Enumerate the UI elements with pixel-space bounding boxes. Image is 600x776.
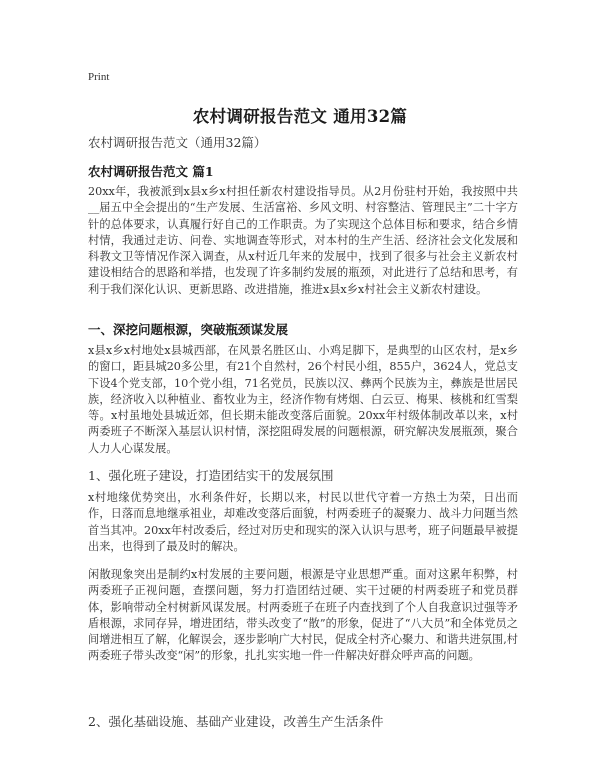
print-label[interactable]: Print (88, 71, 110, 83)
subheading-two: 2、强化基础设施、基础产业建设，改善生产生活条件 (88, 714, 384, 729)
heading-one: 一、深挖问题根源，突破瓶颈谋发展 (88, 322, 289, 337)
paragraph-problems: 闲散现象突出是制约x村发展的主要问题，根源是守业思想严重。面对这累年积弊，村两委班子正视问题，查摆问题，努力打造团结过硬、实干过硬的村两委班子和党员群体，影响带动全村树新风谋发展。村两委班子在班子内查找到了个人自我意识过强等矛盾根源，求同存异，增进团结，带头改变了“散”的形象，促进了“八大员”和全体党员之间增进相互了解，化解误会，逐步影响广大村民，促成全村齐心聚力、和谐共进氛围,村两委班子带头改变“闲”的形象，扎扎实实地一件一件解决好群众呼声高的问题。 (88, 568, 518, 663)
paragraph-village-overview: x县x乡x村地处x县城西部，在风景名胜区山、小鸡足脚下，是典型的山区农村，是x乡的窗口，距县城20多公里，有21个自然村，26个村民小组，855户，3624人，党总支下设4个党支部，10个党小组，71名党员，民族以汉、彝两个民族为主，彝族是世居民族，经济收入以种植业、畜牧业为主，经济作物有烤烟、白云豆、梅果、核桃和红雪梨等。x村虽地处县城近郊，但长期未能改变落后面貌。20xx年村级体制改革以来，x村两委班子不断深入基层认识村情，深挖阻碍发展的问题根源，研究解决发展瓶颈，聚合人力人心谋发展。 (88, 344, 518, 455)
section-title: 农村调研报告范文 篇1 (88, 164, 214, 179)
document-title: 农村调研报告范文 通用32篇 (192, 107, 408, 126)
subheading-one: 1、强化班子建设，打造团结实干的发展氛围 (88, 468, 334, 483)
paragraph-intro: 20xx年，我被派到x县x乡x村担任新农村建设指导员。从2月份驻村开始，我按照中共__届五中全会提出的“生产发展、生活富裕、乡风文明、村容整洁、管理民主”二十字方针的总体要求，认真履行好自己的工作职责。为了实现这个总体目标和要求，结合乡情村情，我通过走访、问卷、实地调查等形式，对本村的生产生活、经济社会文化发展和科教文卫等情况作深入调查，从x村近几年来的发展中，找到了很多与社会主义新农村建设相结合的思路和举措，也发现了许多制约发展的瓶颈，对此进行了总结和思考，有利于我们深化认识、更新思路、改进措施，推进x县x乡x村社会主义新农村建设。 (88, 185, 518, 296)
paragraph-location: x村地缘优势突出，水利条件好，长期以来，村民以世代守着一方热土为荣，日出而作，日落而息地继承祖业，却难改变落后面貌，村两委班子的凝聚力、战斗力问题当然首当其冲。20xx年村改委后，经过对历史和现实的深入认识与思考，班子问题最早被提出来，也得到了最及时的解决。 (88, 491, 518, 553)
document-subtitle: 农村调研报告范文（通用32篇） (88, 135, 267, 150)
